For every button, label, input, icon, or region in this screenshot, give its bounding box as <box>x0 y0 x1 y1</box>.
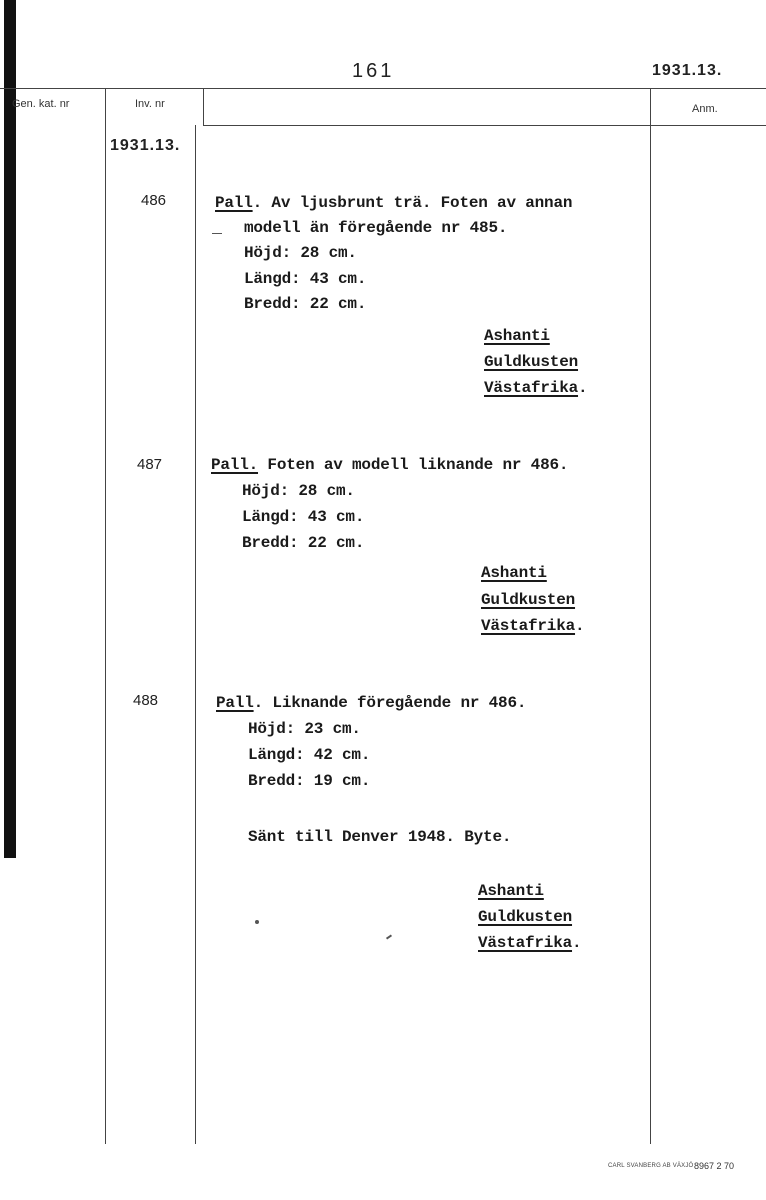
column-divider-gen <box>105 88 106 1144</box>
entry-line: Bredd: 22 cm. <box>244 295 367 313</box>
binding-edge <box>4 0 16 858</box>
entry-line: Höjd: 28 cm. <box>242 482 355 500</box>
page-number: 161 <box>352 60 395 82</box>
stray-mark <box>386 934 392 939</box>
column-divider-inv <box>195 125 196 1144</box>
origin-line: Guldkusten <box>481 591 576 609</box>
column-header-inv-nr: Inv. nr <box>135 98 165 110</box>
column-header-gen-kat-nr: Gen. kat. nr <box>12 98 70 110</box>
entry-line: Pall. Liknande föregående nr 486. <box>216 694 527 712</box>
column-header-anm: Anm. <box>692 103 718 115</box>
origin-line: Ashanti <box>481 564 547 582</box>
origin-line: Guldkusten <box>478 908 573 926</box>
entry-line: Pall. Av ljusbrunt trä. Foten av annan <box>215 194 573 212</box>
stray-mark <box>255 920 259 924</box>
column-divider-anm <box>650 88 651 1144</box>
origin-line: Guldkusten <box>484 353 579 371</box>
inventory-number: 487 <box>137 456 163 473</box>
column-divider-desc-left <box>203 88 204 125</box>
header-rule-bottom <box>203 125 766 126</box>
entry-line: modell än föregående nr 485. <box>244 219 508 237</box>
inventory-number: 486 <box>141 192 167 209</box>
entry-line: Bredd: 19 cm. <box>248 772 371 790</box>
inventory-number: 488 <box>133 692 159 709</box>
entry-title: Pall. <box>211 456 259 474</box>
entry-line: Höjd: 28 cm. <box>244 244 357 262</box>
origin-line: Ashanti <box>478 882 544 900</box>
entry-line: Sänt till Denver 1948. Byte. <box>248 828 512 846</box>
entry-line: Längd: 43 cm. <box>244 270 367 288</box>
form-number: 8967 2 70 <box>694 1161 735 1171</box>
header-rule-top <box>0 88 766 89</box>
entry-line: Pall. Foten av modell liknande nr 486. <box>211 456 569 474</box>
entry-title: Pall <box>215 194 253 212</box>
catalog-reference: 1931.13. <box>652 62 723 79</box>
entry-line: Höjd: 23 cm. <box>248 720 361 738</box>
printer-imprint: CARL SVANBERG AB VÄXJÖ <box>608 1163 694 1169</box>
stray-mark <box>212 233 222 234</box>
origin-line: Västafrika. <box>484 379 588 397</box>
entry-line: Längd: 42 cm. <box>248 746 371 764</box>
origin-line: Ashanti <box>484 327 550 345</box>
entry-title: Pall <box>216 694 254 712</box>
entry-line: Längd: 43 cm. <box>242 508 365 526</box>
origin-line: Västafrika. <box>481 617 585 635</box>
accession-number: 1931.13. <box>110 137 181 154</box>
entry-line: Bredd: 22 cm. <box>242 534 365 552</box>
origin-line: Västafrika. <box>478 934 582 952</box>
